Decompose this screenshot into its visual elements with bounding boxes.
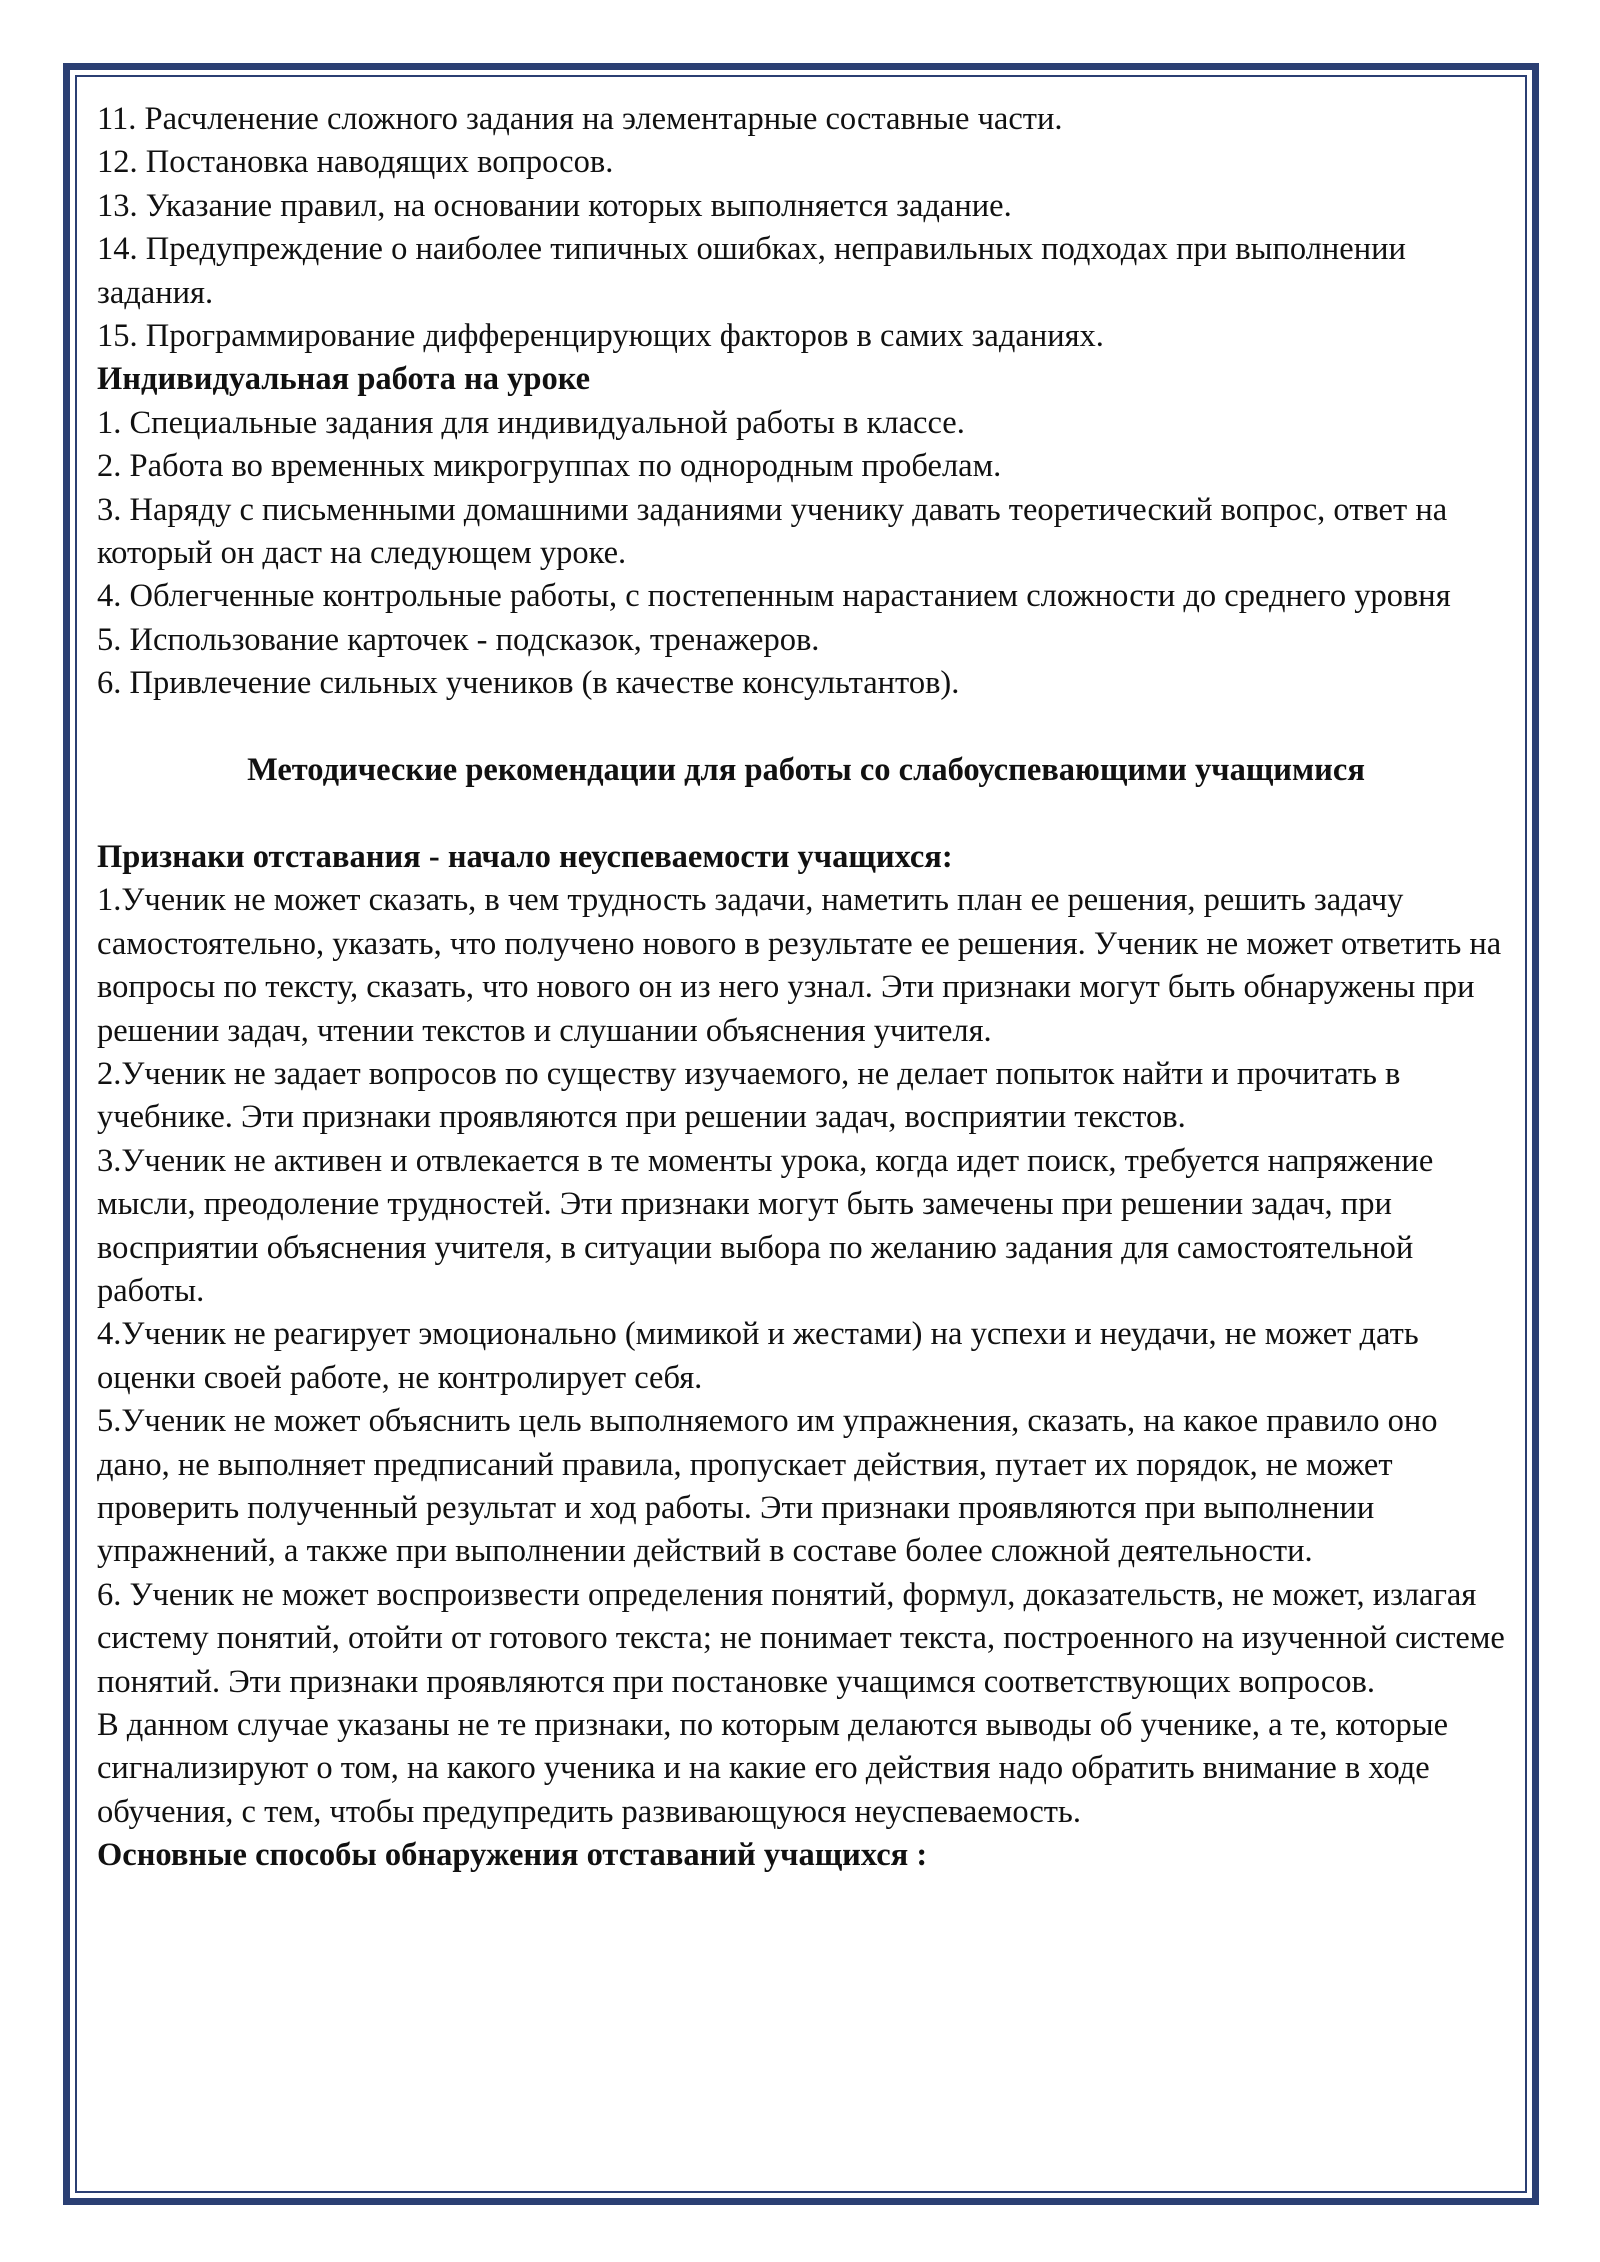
- sign-item-1: 1.Ученик не может сказать, в чем трудность задачи, наметить план ее решения, решить задачу самостоятельно, указать, что получено нового в результате ее решения. Ученик не может ответить на вопросы по тексту, сказать, что нового он из него узнал. Эти признаки могут быть обнаружены при решении задач, чтении текстов и слушании объяснения учителя.: [97, 882, 1502, 1049]
- signs-note-paragraph: В данном случае указаны не те признаки, по которым делаются выводы об ученике, а те, которые сигнализируют о том, на какого ученика и на какие его действия надо обратить внимание в ходе обучения, с тем, чтобы предупредить развивающуюся неуспеваемость.: [97, 1707, 1448, 1830]
- list-item-11: 11. Расчленение сложного задания на элементарные составные части.: [97, 101, 1063, 137]
- individual-item-4: 4. Облегченные контрольные работы, с постепенным нарастанием сложности до среднего уровня: [97, 578, 1451, 615]
- section-heading-signs: Признаки отставания - начало неуспеваемости учащихся:: [97, 838, 953, 875]
- sign-item-2: 2.Ученик не задает вопросов по существу изучаемого, не делает попыток найти и прочитать в учебнике. Эти признаки проявляются при решении задач, восприятии текстов.: [97, 1055, 1401, 1136]
- individual-item-5: 5. Использование карточек - подсказок, тренажеров.: [97, 621, 820, 658]
- spacer: [97, 792, 1515, 835]
- sign-item-4: 4.Ученик не реагирует эмоционально (мимикой и жестами) на успехи и неудачи, не может дать оценки своей работе, не контролирует себя.: [97, 1316, 1419, 1396]
- list-item-14: 14. Предупреждение о наиболее типичных ошибках, неправильных подходах при выполнении задания.: [97, 231, 1406, 311]
- list-item-13: 13. Указание правил, на основании которых выполняется задание.: [97, 187, 1012, 224]
- sign-item-5: 5.Ученик не может объяснить цель выполняемого им упражнения, сказать, на какое правило оно дано, не выполняет предписаний правила, пропускает действия, путает их порядок, не может проверить полученный результат и ход работы. Эти признаки проявляются при выполнении упражнений, а также при выполнении действий в составе более сложной деятельности.: [97, 1403, 1438, 1570]
- individual-item-1: 1. Специальные задания для индивидуальной работы в классе.: [97, 404, 965, 441]
- sign-item-6: 6. Ученик не может воспроизвести определения понятий, формул, доказательств, не может, излагая систему понятий, отойти от готового текста; не понимает текста, построенного на изученной системе понятий. Эти признаки проявляются при постановке учащимся соответствующих вопросов.: [97, 1576, 1505, 1700]
- list-item-15: 15. Программирование дифференцирующих факторов в самих заданиях.: [97, 318, 1104, 355]
- section-heading-individual-work: Индивидуальная работа на уроке: [97, 361, 591, 398]
- individual-item-3: 3. Наряду с письменными домашними заданиями ученику давать теоретический вопрос, ответ на который он даст на следующем уроке.: [97, 491, 1448, 572]
- sign-item-3: 3.Ученик не активен и отвлекается в те моменты урока, когда идет поиск, требуется напряжение мысли, преодоление трудностей. Эти признаки могут быть замечены при решении задач, при восприятии объяснения учителя, в ситуации выбора по желанию задания для самостоятельной работы.: [97, 1142, 1434, 1309]
- individual-item-6: 6. Привлечение сильных учеников (в качестве консультантов).: [97, 665, 960, 702]
- list-item-12: 12. Постановка наводящих вопросов.: [97, 144, 614, 181]
- section-heading-detection-methods: Основные способы обнаружения отставаний учащихся :: [97, 1837, 928, 1874]
- document-body: [97, 98, 1515, 1878]
- spacer: [97, 706, 1515, 749]
- document-title: Методические рекомендации для работы со слабоуспевающими учащимися: [247, 752, 1365, 789]
- individual-item-2: 2. Работа во временных микрогруппах по однородным пробелам.: [97, 448, 1002, 485]
